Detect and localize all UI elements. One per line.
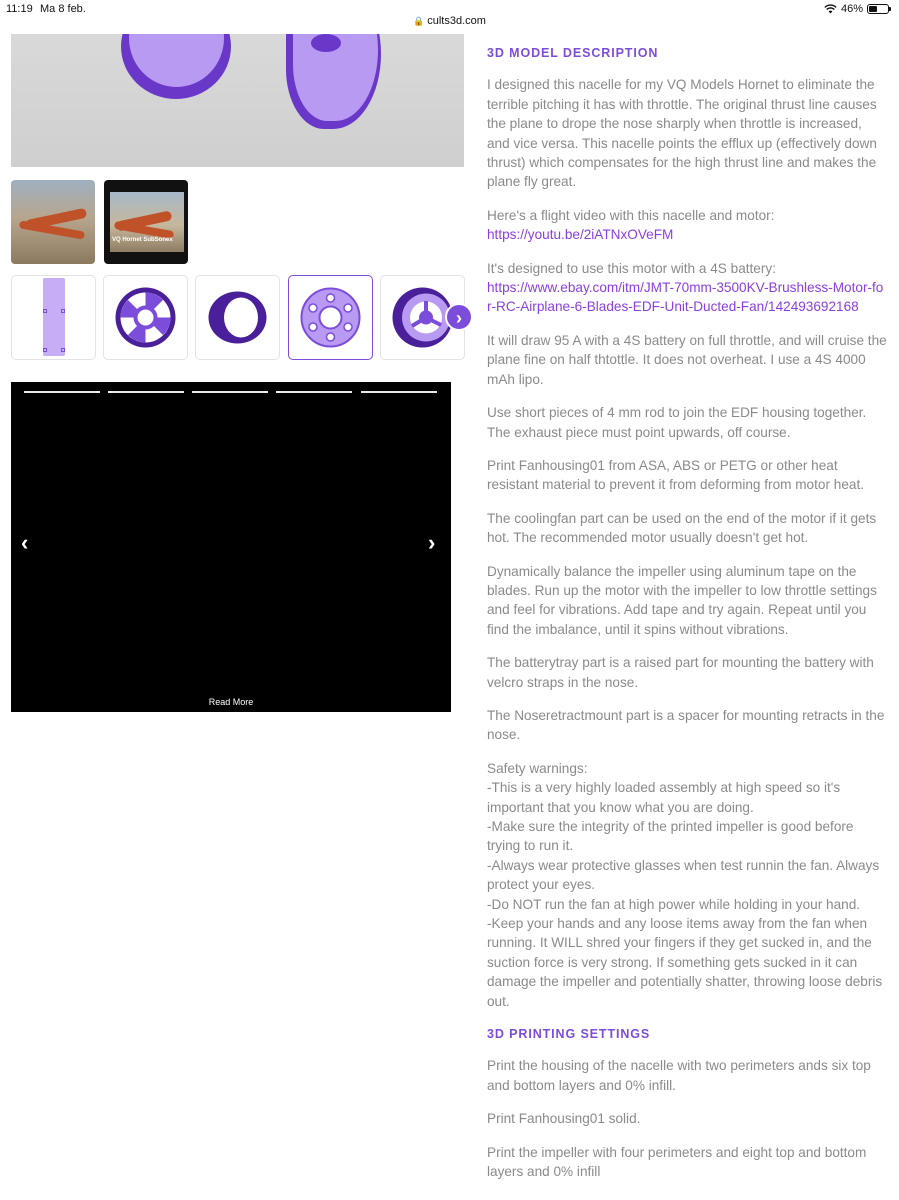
progress-segment: [192, 391, 268, 393]
video-next-button[interactable]: ›: [428, 530, 436, 555]
gallery-next-button[interactable]: ›: [445, 303, 473, 331]
part-hole: [311, 34, 341, 52]
gallery-video-thumb[interactable]: [104, 180, 188, 264]
date: Ma 8 feb.: [40, 3, 86, 15]
gallery-photo-thumb[interactable]: [11, 180, 95, 264]
fanhousing-part-image: [196, 276, 279, 359]
read-more-link[interactable]: Read More: [208, 697, 254, 707]
battery-icon: [867, 4, 889, 14]
battery-percent: 46%: [840, 3, 863, 15]
settings-paragraph: Print the housing of the nacelle with two perimeters ands six top and bottom layers and 0% infill.: [487, 1058, 871, 1093]
video-player[interactable]: [11, 382, 451, 712]
safety-warnings: Safety warnings: -This is a very highly loaded assembly at high speed so it's important that you know what you are doing. -Make sure the integrity of the printed impeller is good before trying to run it. -Always wear protective glasses when test runnin the fan. Always protect your eyes. -Do NOT run the fan at high power while holding in your hand. -Keep your hands and any loose items away from the fan when running. It WILL shred your fingers if they get sucked in, and the suction force is very strong. If something gets sucked in it can damage the impeller and potentially shatter, throwing loose debris out.: [487, 760, 883, 1009]
lock-icon: 🔒: [413, 16, 425, 26]
description-paragraph: Use short pieces of 4 mm rod to join the EDF housing together. The exhaust piece must point upwards, off course.: [487, 405, 867, 440]
description-paragraph: It will draw 95 A with a 4S battery on full throttle, and will cruise the plane fine on half thtottle. It does not overheat. I use a 4S 4000 mAh lipo.: [487, 332, 887, 387]
progress-segment: [276, 391, 352, 393]
batterytray-part-image: [43, 278, 65, 356]
motor-text: It's designed to use this motor with a 4S battery:: [487, 260, 776, 276]
flight-video-text: Here's a flight video with this nacelle and motor:: [487, 207, 775, 223]
youtube-link[interactable]: https://youtu.be/2iATNxOVeFM: [487, 227, 674, 243]
video-prev-button[interactable]: ‹: [21, 530, 29, 555]
gallery-part-thumb-selected[interactable]: [288, 275, 373, 360]
description-paragraph: The coolingfan part can be used on the end of the motor if it gets hot. The recommended motor usually doesn't get hot.: [487, 510, 877, 546]
description-paragraph: [487, 206, 887, 245]
gallery-part-thumb[interactable]: [103, 275, 188, 360]
video-thumb-image: [110, 192, 184, 252]
description-paragraph: The batterytray part is a raised part for mounting the battery with velcro straps in the nose.: [487, 655, 874, 690]
ebay-motor-link[interactable]: https://www.ebay.com/itm/JMT-70mm-3500KV-Brushless-Motor-for-RC-Airplane-6-Blades-EDF-Unit-Ducted-Fan/142493692168: [487, 280, 884, 315]
gallery-part-thumb[interactable]: [11, 275, 96, 360]
settings-paragraph: Print the impeller with four perimeters and eight top and bottom layers and 0% infill: [487, 1144, 867, 1180]
description-paragraph: The Noseretractmount part is a spacer for mounting retracts in the nose.: [487, 707, 885, 743]
section-heading-print-settings: 3D PRINTING SETTINGS: [487, 1027, 651, 1042]
status-right: [824, 3, 889, 15]
wifi-icon: [824, 4, 837, 14]
description-paragraph: [487, 259, 887, 317]
video-thumb-caption: VQ Hornet SubSonex: [112, 237, 173, 243]
description-paragraph: Print Fanhousing01 from ASA, ABS or PETG or other heat resistant material to prevent it from deforming from motor heat.: [487, 457, 864, 493]
battery-fill: [869, 6, 877, 12]
main-model-image[interactable]: [11, 34, 464, 167]
section-heading-description: 3D MODEL DESCRIPTION: [487, 46, 659, 60]
progress-segment: [361, 391, 437, 393]
description-paragraph: Dynamically balance the impeller using aluminum tape on the blades. Run up the motor with the impeller to low throttle settings and feel for vibrations. Add tape and try again. Repeat until you find the imbalance, until it spins without vibrations.: [487, 563, 877, 637]
description-panel: [487, 44, 887, 1196]
settings-paragraph: Print Fanhousing01 solid.: [487, 1111, 641, 1127]
clock: 11:19: [6, 3, 33, 15]
coolingfan-part-image: [104, 276, 187, 359]
noseretractmount-part-image: [289, 276, 372, 359]
gallery-part-thumb[interactable]: [195, 275, 280, 360]
progress-segment: [108, 391, 184, 393]
url-text: cults3d.com: [427, 15, 486, 27]
address-bar[interactable]: [0, 15, 899, 33]
description-paragraph: I designed this nacelle for my VQ Models Hornet to eliminate the terrible pitching it has with throttle. The original thrust line causes the plane to drope the nose sharply when throttle is increased, and vice versa. This nacelle points the efflux up (effectively down thrust) which compensates for the high thrust line and makes the plane fly great.: [487, 77, 877, 190]
progress-segment: [24, 391, 100, 393]
